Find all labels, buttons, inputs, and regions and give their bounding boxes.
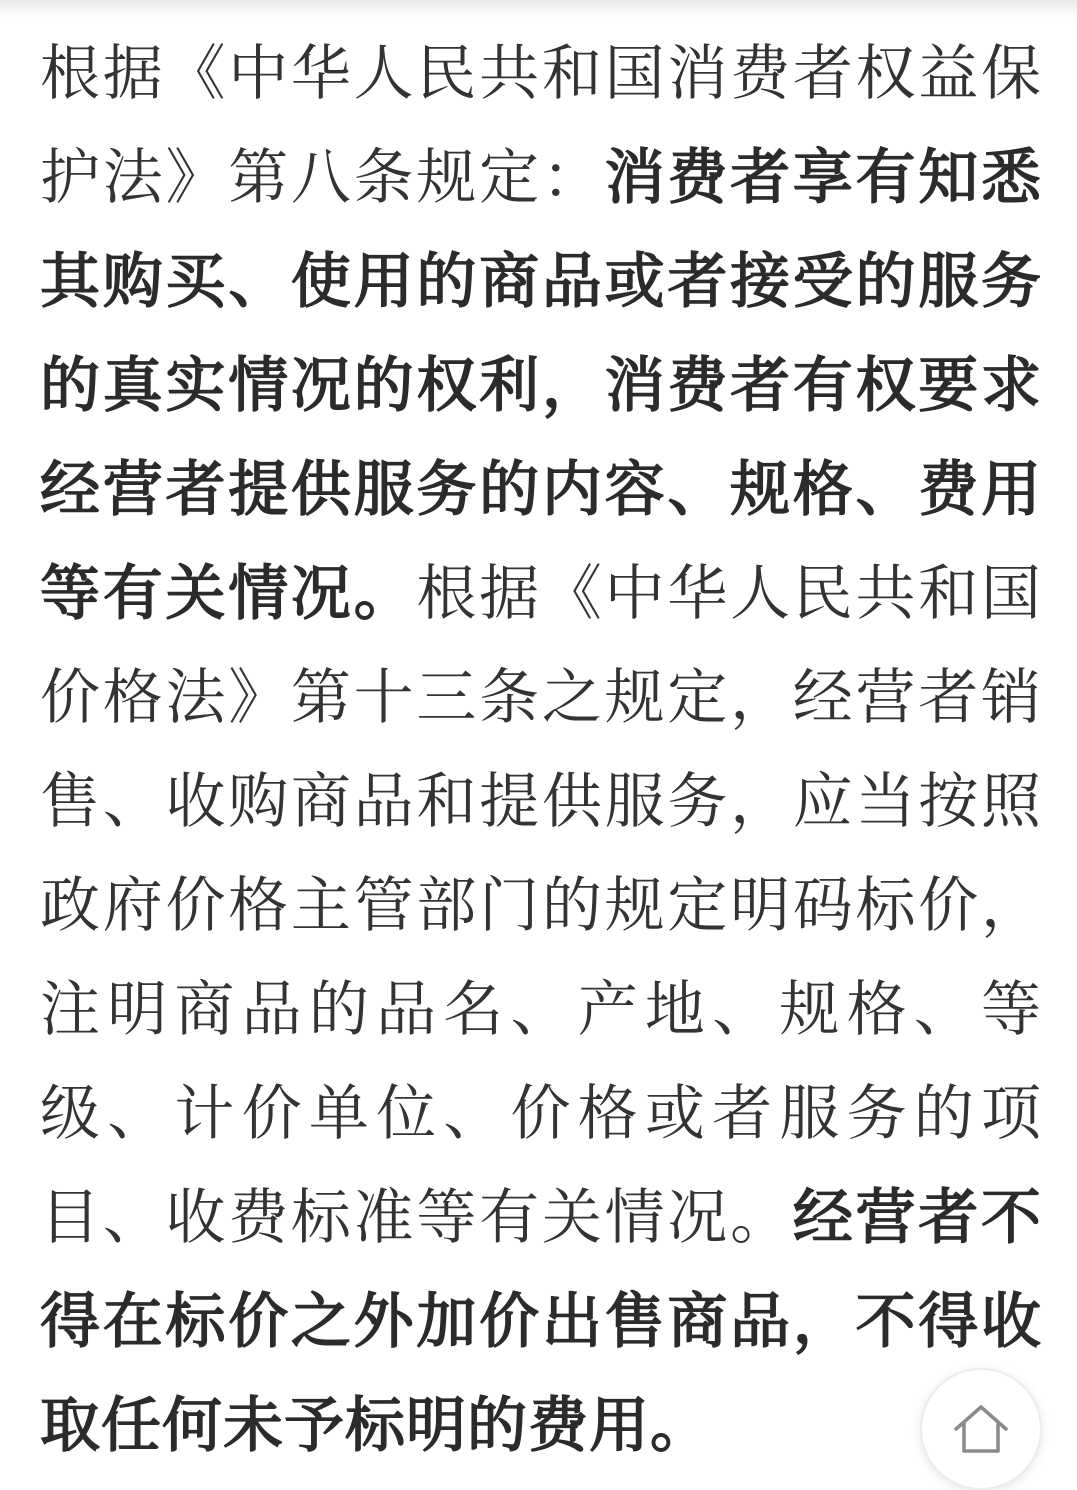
- home-button[interactable]: [920, 1368, 1042, 1490]
- home-icon: [952, 1403, 1010, 1455]
- article-segment-consumer-rights: 消费者享有知悉其购买、使用的商品或者接受的服务的真实情况的权利，消费者有权要求经营者提供服务的内容、规格、费用等有关情况。: [40, 143, 1043, 629]
- article-segment-law-citation: 根据《中华人民共和国消费者权益保护法》第八条规定：: [40, 39, 1042, 213]
- article-segment-price-law: 根据《中华人民共和国价格法》第十三条之规定，经营者销售、收购商品和提供服务，应当按照政府价格主管部门的规定明码标价，注明商品的品名、产地、规格、等级、计价单位、价格或者服务的项目、收费标准等有关情况。: [40, 559, 1043, 1253]
- article-text: [40, 22, 1042, 1478]
- article-segment-no-extra-charge: 经营者不得在标价之外加价出售商品，不得收取任何未予标明的费用。: [40, 1183, 1043, 1461]
- top-edge-shadow: [0, 0, 1077, 18]
